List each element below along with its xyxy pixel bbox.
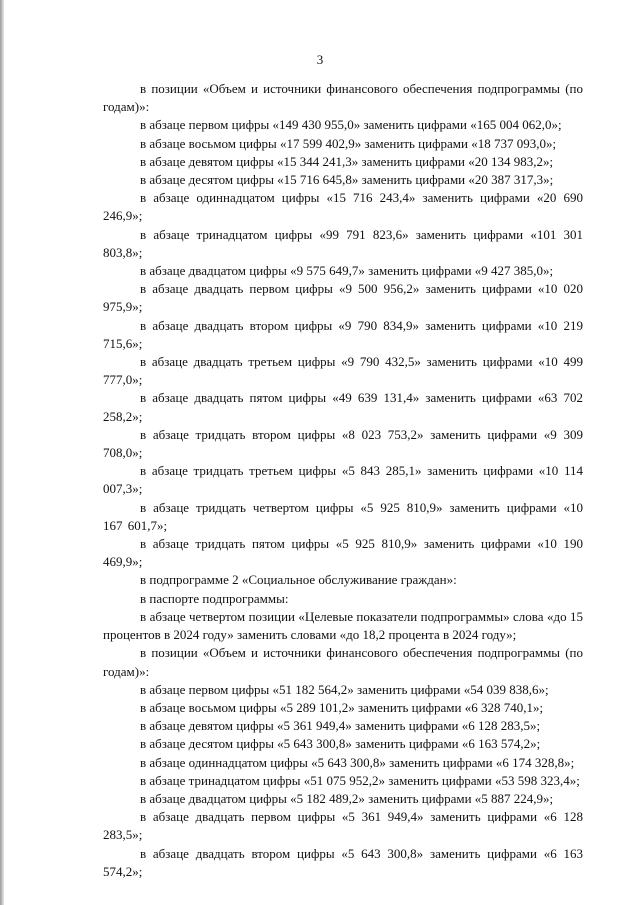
paragraph: в подпрограмме 2 «Социальное обслуживание граждан»: (140, 572, 457, 588)
paragraph: в абзаце четвертом позиции «Целевые показатели подпрограммы» слова «до 15 процентов в 2024 году» заменить словами «до 18,2 процента в 2024 году»; (103, 608, 583, 643)
paragraph: в абзаце восьмом цифры «5 289 101,2» заменить цифрами «6 328 740,1»; (140, 699, 544, 715)
paragraph: в абзаце тридцать третьем цифры «5 843 285,1» заменить цифрами «10 114 007,3»; (103, 463, 583, 497)
paragraph: в абзаце тридцать втором цифры «8 023 753,2» заменить цифрами «9 309 708,0»; (103, 426, 583, 461)
page-number: 3 (316, 52, 324, 67)
paragraph: в абзаце тринадцатом цифры «99 791 823,6» заменить цифрами «101 301 803,8»; (103, 226, 583, 260)
paragraph: в абзаце двадцатом цифры «5 182 489,2» заменить цифрами «5 887 224,9»; (140, 790, 554, 806)
paragraph: в абзаце первом цифры «51 182 564,2» заменить цифрами «54 039 838,6»; (140, 681, 549, 697)
paragraph: в абзаце тридцать четвертом цифры «5 925 810,9» заменить цифрами «10 167 601,7»; (103, 499, 583, 533)
paragraph: в абзаце двадцать втором цифры «9 790 834,9» заменить цифрами «10 219 715,6»; (103, 317, 583, 351)
paragraph: в позиции «Объем и источники финансового обеспечения подпрограммы (по годам)»: (103, 81, 583, 115)
paragraph: в абзаце одиннадцатом цифры «15 716 243,4» заменить цифрами «20 690 246,9»; (103, 190, 583, 224)
paragraph: в абзаце десятом цифры «15 716 645,8» заменить цифрами «20 387 317,3»; (140, 172, 554, 188)
paragraph: в абзаце одиннадцатом цифры «5 643 300,8» заменить цифрами «6 174 328,8»; (140, 754, 575, 770)
paragraph: в абзаце девятом цифры «15 344 241,3» заменить цифрами «20 134 983,2»; (140, 153, 554, 169)
document-body (103, 80, 583, 881)
paragraph: в абзаце десятом цифры «5 643 300,8» заменить цифрами «6 163 574,2»; (140, 736, 541, 752)
paragraph: в абзаце тридцать пятом цифры «5 925 810,9» заменить цифрами «10 190 469,9»; (103, 536, 583, 570)
paragraph: в абзаце первом цифры «149 430 955,0» заменить цифрами «165 004 062,0»; (140, 117, 562, 133)
paragraph: в абзаце двадцать первом цифры «5 361 949,4» заменить цифрами «6 128 283,5»; (103, 809, 583, 843)
paragraph: в абзаце тринадцатом цифры «51 075 952,2» заменить цифрами «53 598 323,4»; (140, 772, 580, 788)
paragraph: в абзаце девятом цифры «5 361 949,4» заменить цифрами «6 128 283,5»; (140, 718, 541, 734)
scan-edge (0, 0, 4, 905)
paragraph: в абзаце двадцать первом цифры «9 500 956,2» заменить цифрами «10 020 975,9»; (103, 281, 583, 315)
paragraph: в абзаце двадцать третьем цифры «9 790 432,5» заменить цифрами «10 499 777,0»; (103, 354, 583, 388)
paragraph: в абзаце восьмом цифры «17 599 402,9» заменить цифрами «18 737 093,0»; (140, 135, 557, 151)
paragraph: в абзаце двадцать втором цифры «5 643 300,8» заменить цифрами «6 163 574,2»; (103, 845, 583, 879)
paragraph: в паспорте подпрограммы: (140, 590, 289, 606)
paragraph: в абзаце двадцать пятом цифры «49 639 131,4» заменить цифрами «63 702 258,2»; (103, 390, 583, 424)
paragraph: в абзаце двадцатом цифры «9 575 649,7» заменить цифрами «9 427 385,0»; (140, 263, 554, 279)
paragraph: в позиции «Объем и источники финансового обеспечения подпрограммы (по годам)»: (103, 645, 583, 679)
